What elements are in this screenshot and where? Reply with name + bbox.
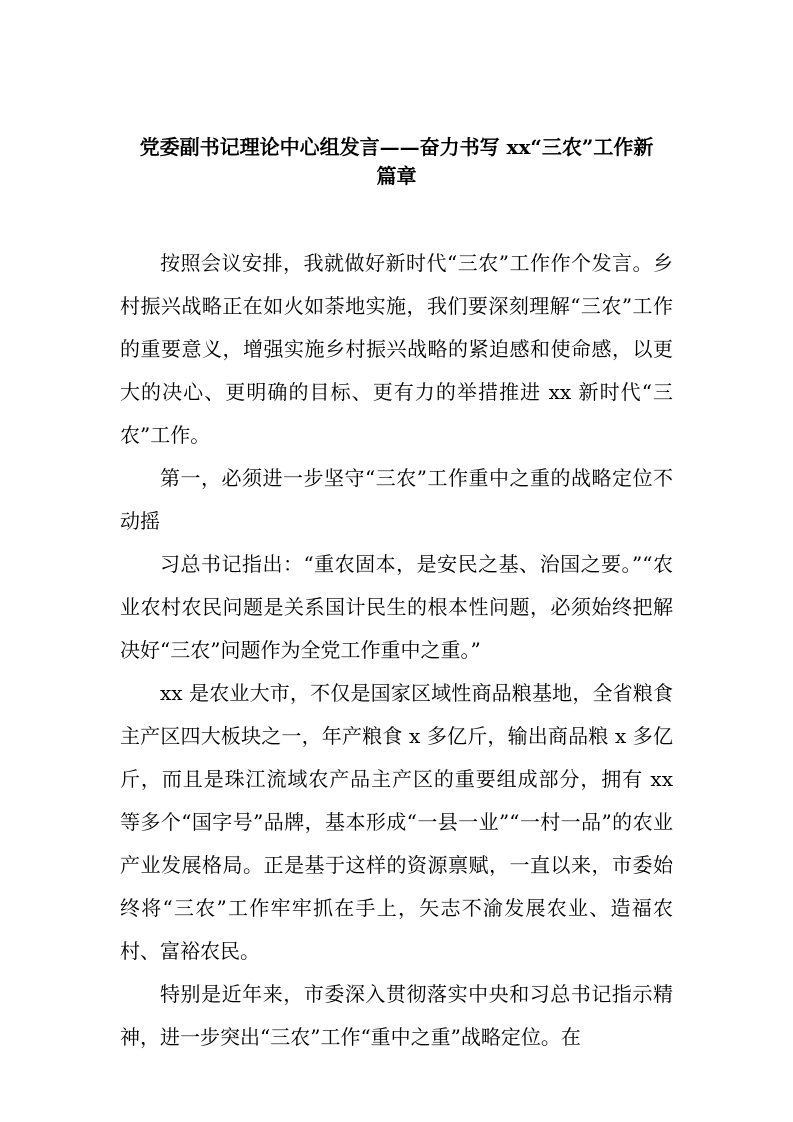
- section-heading: 第一，必须进一步坚守“三农”工作重中之重的战略定位不动摇: [120, 466, 673, 533]
- document-title-line-2: 篇章: [376, 164, 417, 188]
- document-body: [120, 242, 673, 1059]
- paragraph: 按照会议安排，我就做好新时代“三农”工作作个发言。乡村振兴战略正在如火如荼地实施，我们要深刻理解“三农”工作的重要意义，增强实施乡村振兴战略的紧迫感和使命感，以更大的决心、更明确的目标、更有力的举措推进 xx 新时代“三农”工作。: [120, 251, 673, 447]
- paragraph: 习总书记指出：“重农固本，是安民之基、治国之要。”“农业农村农民问题是关系国计民生的根本性问题，必须始终把解决好“三农”问题作为全党工作重中之重。”: [120, 552, 673, 662]
- paragraph: xx 是农业大市，不仅是国家区域性商品粮基地，全省粮食主产区四大板块之一，年产粮食 x 多亿斤，输出商品粮 x 多亿斤，而且是珠江流域农产品主产区的重要组成部分，拥有 xx 等多个“国字号”品牌，基本形成“一县一业”“一村一品”的农业产业发展格局。正是基于这样的资源禀赋，一直以来，市委始终将“三农”工作牢牢抓在手上，矢志不渝发展农业、造福农村、富裕农民。: [120, 681, 673, 963]
- paragraph: 特别是近年来，市委深入贯彻落实中央和习总书记指示精神，进一步突出“三农”工作“重中之重”战略定位。在: [120, 982, 673, 1049]
- document-title-line-1: 党委副书记理论中心组发言——奋力书写 xx“三农”工作新: [139, 135, 654, 159]
